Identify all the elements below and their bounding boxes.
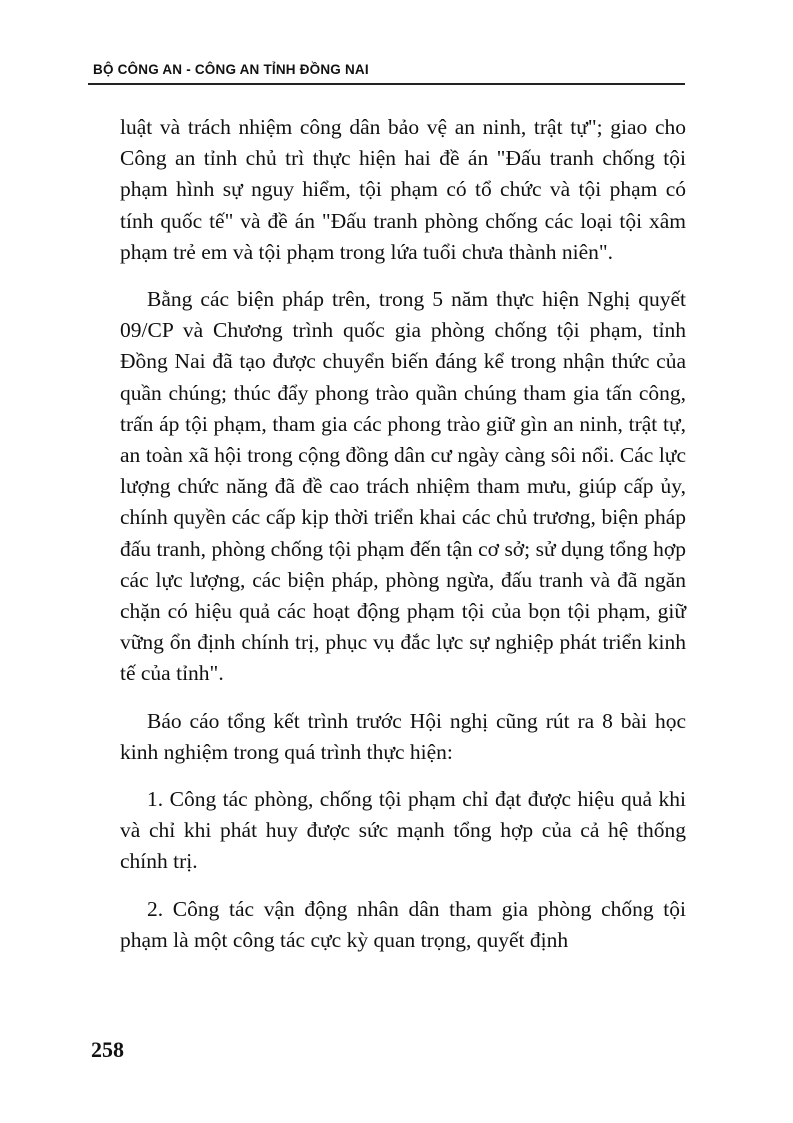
paragraph-lessons-intro: Báo cáo tổng kết trình trước Hội nghị cũng rút ra 8 bài học kinh nghiệm trong quá trình thực hiện: [120,708,686,764]
paragraph-results: Bằng các biện pháp trên, trong 5 năm thực hiện Nghị quyết 09/CP và Chương trình quốc gia phòng chống tội phạm, tỉnh Đồng Nai đã tạo được chuyển biến đáng kể trong nhận thức của quần chúng; thúc đẩy phong trào quần chúng tham gia tấn công, trấn áp tội phạm, tham gia các phong trào giữ gìn an ninh, trật tự, an toàn xã hội trong cộng đồng dân cư ngày càng sôi nổi. Các lực lượng chức năng đã đề cao trách nhiệm tham mưu, giúp cấp ủy, chính quyền các cấp kịp thời triển khai các chủ trương, biện pháp đấu tranh, phòng chống tội phạm đến tận cơ sở; sử dụng tổng hợp các lực lượng, các biện pháp, phòng ngừa, đấu tranh và đã ngăn chặn có hiệu quả các hoạt động phạm tội của bọn tội phạm, giữ vững ổn định chính trị, phục vụ đắc lực sự nghiệp phát triển kinh tế của tỉnh". [120,287,686,686]
header-rule [88,83,685,85]
running-header: BỘ CÔNG AN - CÔNG AN TỈNH ĐỒNG NAI [93,62,369,77]
paragraph-lesson-1: 1. Công tác phòng, chống tội phạm chỉ đạt được hiệu quả khi và chỉ khi phát huy được sức mạnh tổng hợp của cả hệ thống chính trị. [120,787,686,874]
paragraph-lesson-2: 2. Công tác vận động nhân dân tham gia phòng chống tội phạm là một công tác cực kỳ quan trọng, quyết định [120,896,686,952]
body-text [120,112,686,956]
paragraph-continuation: luật và trách nhiệm công dân bảo vệ an ninh, trật tự"; giao cho Công an tỉnh chủ trì thực hiện hai đề án "Đấu tranh chống tội phạm hình sự nguy hiểm, tội phạm có tổ chức và tội phạm có tính quốc tế" và đề án "Đấu tranh phòng chống các loại tội xâm phạm trẻ em và tội phạm trong lứa tuổi chưa thành niên". [120,115,686,264]
page-number: 258 [91,1037,124,1062]
